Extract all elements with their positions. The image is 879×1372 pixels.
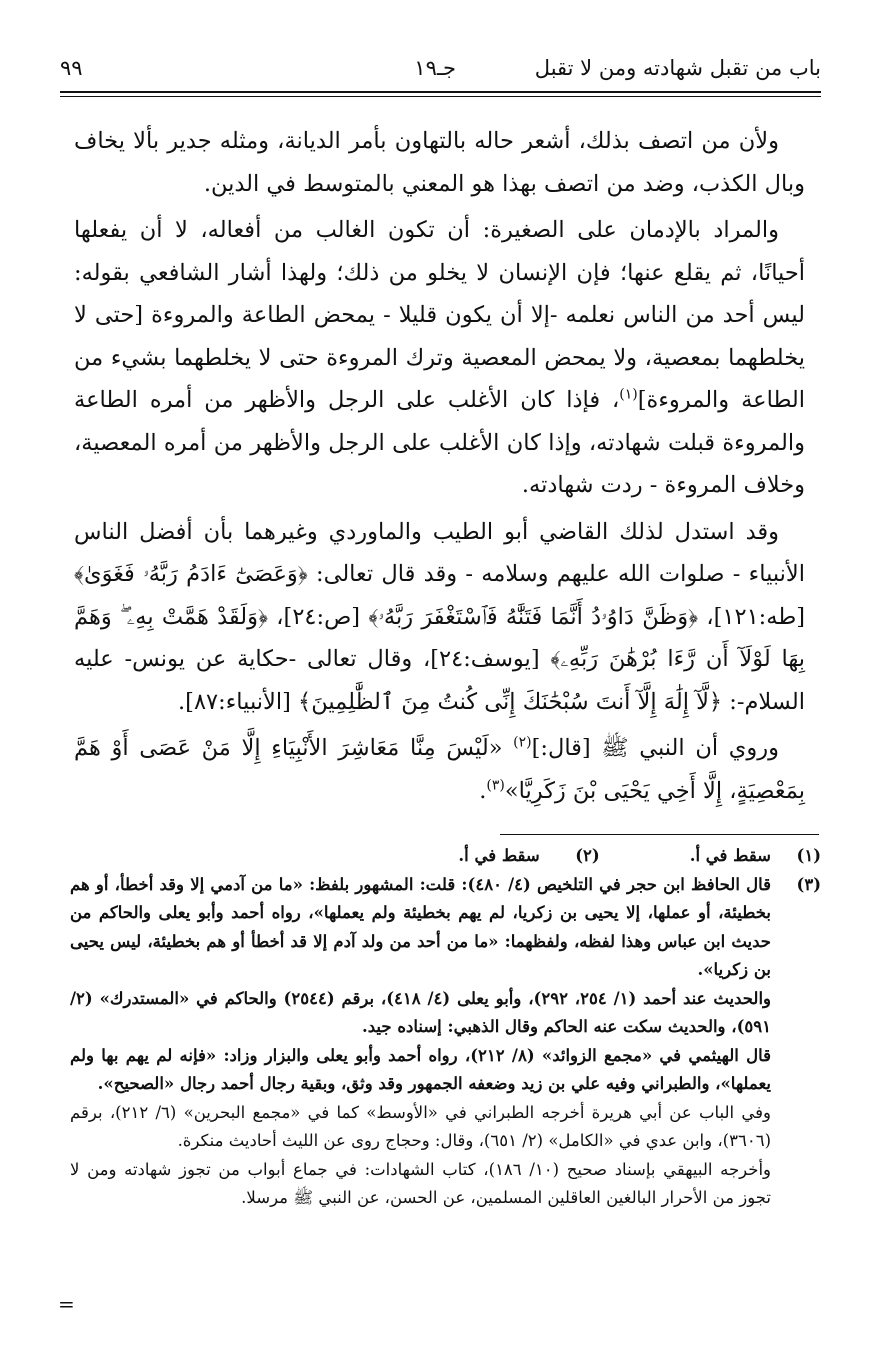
footnote-3-part-2: والحديث عند أحمد (١/ ٢٥٤، ٢٩٢)، وأبو يعلى (٤/ ٤١٨)، برقم (٢٥٤٤) والحاكم في «المستدرك» (٢/ ٥٩١)، والحديث سكت عنه الحاكم وقال الذهبي: إسناده جيد. <box>70 988 772 1036</box>
footnote-1-number: (١) <box>796 846 821 865</box>
paragraph-2 <box>74 209 805 507</box>
footnote-ref-1: (١) <box>619 386 638 403</box>
footnote-ref-3: (٣) <box>486 777 505 793</box>
paragraph-2-rest: ، فإذا كان الأغلب على الرجل والأظهر من أمره الطاعة والمروءة قبلت شهادته، وإذا كان الأغلب على الرجل والأظهر من أمره المعصية، وخلاف المروءة - ردت شهادته. <box>74 387 805 498</box>
footnote-1 <box>690 842 821 871</box>
header-rule-thin <box>60 96 821 97</box>
main-text <box>74 120 805 812</box>
footnote-2-text: سقط في أ. <box>458 846 540 865</box>
footnote-1-text: سقط في أ. <box>689 846 771 865</box>
continuation-mark: = <box>58 1292 75 1316</box>
footnote-3-number: (٣) <box>796 874 821 894</box>
footnote-2-number: (٢) <box>575 846 600 865</box>
page-number: ٩٩ <box>60 56 83 80</box>
footnotes <box>70 842 821 1213</box>
footnote-separator <box>500 834 819 835</box>
paragraph-1: ولأن من اتصف بذلك، أشعر حاله بالتهاون بأمر الديانة، ومثله جدير بألا يخاف وبال الكذب، وضد من اتصف بهذا هو المعني بالمتوسط في الدين. <box>74 128 805 197</box>
footnote-3 <box>70 871 821 1213</box>
footnote-3-part-3: قال الهيثمي في «مجمع الزوائد» (٨/ ٢١٢)، رواه أحمد وأبو يعلى والبزار وزاد: «فإنه لم يهم بها ولم يعملها»، والطبراني وفيه علي بن زيد وضعفه الجمهور وقد وثق، وبقية رجال أحمد رجال «الصحيح». <box>70 1045 771 1093</box>
footnote-2 <box>458 842 599 871</box>
header-rule-thick <box>60 91 821 93</box>
footnote-3-part-5: وأخرجه البيهقي بإسناد صحيح (١٠/ ١٨٦)، كتاب الشهادات: في جماع أبواب من تجوز شهادته ومن لا تجوز من الأحرار البالغين العاقلين المسلمين، عن الحسن، عن النبي ﷺ مرسلا. <box>70 1159 771 1207</box>
paragraph-2-main: والمراد بالإدمان على الصغيرة: أن تكون الغالب من أفعاله، لا أن يفعلها أحيانًا، ثم يقلع عنها؛ فإن الإنسان لا يخلو من ذلك؛ ولهذا أشار الشافعي بقوله: ليس أحد من الناس نعلمه -إلا أن يكون قليلا - يمحض الطاعة والمروءة [حتى لا يخلطهما بمعصية، ولا يمحض المعصية وترك المروءة حتى لا يخلطهما بشيء من الطاعة والمروءة] <box>74 217 806 413</box>
footnotes-1-2 <box>70 842 821 871</box>
paragraph-3: وقد استدل لذلك القاضي أبو الطيب والماوردي وغيرهما بأن أفضل الناس الأنبياء - صلوات الله عليهم وسلامه - وقد قال تعالى: ﴿وَعَصَىٰٓ ءَادَمُ رَبَّهُۥ فَغَوَىٰ﴾ [طه:١٢١]، ﴿وَظَنَّ دَاوُۥدُ أَنَّمَا فَتَنَّٰهُ فَٱسْتَغْفَرَ رَبَّهُۥ﴾ [ص:٢٤]، ﴿وَلَقَدْ هَمَّتْ بِهِۦ ۖ وَهَمَّ بِهَا لَوْلَآ أَن رَّءَا بُرْهَٰنَ رَبِّهِۦ﴾ [يوسف:٢٤]، وقال تعالى -حكاية عن يونس- عليه السلام-: ﴿لَّآ إِلَٰهَ إِلَّآ أَنتَ سُبْحَٰنَكَ إِنِّى كُنتُ مِنَ ٱلظَّٰلِمِينَ﴾ [الأنبياء:٨٧]. <box>74 518 806 715</box>
footnote-ref-2: (٢) <box>513 734 532 751</box>
paragraph-4-a: وروي أن النبي ﷺ [قال:] <box>531 735 779 761</box>
footnote-3-part-4: وفي الباب عن أبي هريرة أخرجه الطبراني في «الأوسط» كما في «مجمع البحرين» (٦/ ٢١٢)، برقم (٣٦٠٦)، وابن عدي في «الكامل» (٢/ ٦٥١)، وقال: وحجاج روى عن الليث أحاديث منكرة. <box>70 1102 771 1150</box>
paragraph-4 <box>74 727 805 812</box>
chapter-title: باب من تقبل شهادته ومن لا تقبل <box>534 56 821 80</box>
volume-label: جـ١٩ <box>414 56 456 80</box>
paragraph-4-hadith: «لَيْسَ مِنَّا مَعَاشِرَ الأَنْبِيَاءِ إِلَّا مَنْ عَصَى أَوْ هَمَّ بِمَعْصِيَةٍ، إِلَّا أَخِي يَحْيَى بْنَ زَكَرِيَّا» <box>74 735 805 804</box>
footnote-3-part-1: قال الحافظ ابن حجر في التلخيص (٤/ ٤٨٠): قلت: المشهور بلفظ: «ما من آدمي إلا وقد أخطأ، أو هم بخطيئة، أو عملها، إلا يحيى بن زكريا، لم يهم بخطيئة ولم يعملها»، رواه أحمد وأبو يعلى والحاكم من حديث ابن عباس وهذا لفظه، ولفظهما: «ما من أحد من ولد آدم إلا قد أخطأ أو هم بخطيئة، ليس يحيى بن زكريا». <box>70 874 771 979</box>
paragraph-4-end: . <box>479 777 487 804</box>
page-header <box>60 56 821 90</box>
